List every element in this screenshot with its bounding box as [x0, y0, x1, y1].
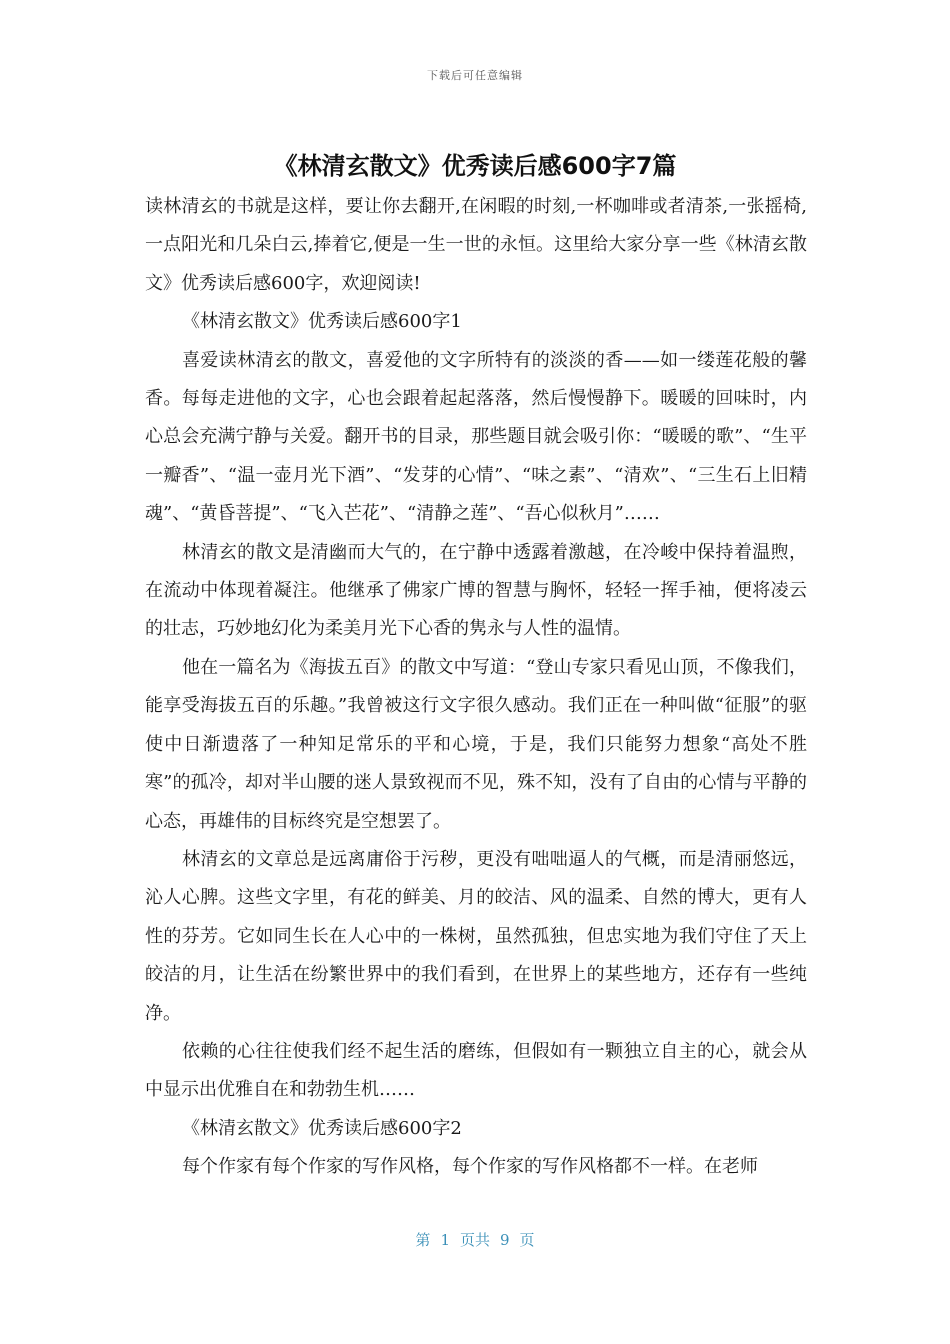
page-header: 下载后可任意编辑 [427, 69, 523, 82]
footer-prefix: 第 [415, 1231, 431, 1249]
section-heading-2: 《林清玄散文》优秀读后感600字2 [182, 1117, 462, 1139]
body-paragraph: 每个作家有每个作家的写作风格，每个作家的写作风格都不一样。在老师 [182, 1156, 758, 1178]
page-footer [0, 1229, 950, 1250]
total-pages-number: 9 [500, 1231, 510, 1249]
body-paragraph: 依赖的心往往使我们经不起生活的磨练，但假如有一颗独立自主的心，就会从中显示出优雅自在和勃勃生机…… [145, 1040, 807, 1101]
body-paragraph: 林清玄的文章总是远离庸俗于污秽，更没有咄咄逼人的气概，而是清丽悠远，沁人心脾。这些文字里，有花的鲜美、月的皎洁、风的温柔、自然的博大，更有人性的芬芳。它如同生长在人心中的一株树，虽然孤独，但忠实地为我们守住了天上皎洁的月，让生活在纷繁世界中的我们看到，在世界上的某些地方，还存有一些纯净。 [145, 848, 807, 1024]
body-paragraph: 喜爱读林清玄的散文，喜爱他的文字所特有的淡淡的香——如一缕莲花般的馨香。每每走进他的文字，心也会跟着起起落落，然后慢慢静下。暖暖的回味时，内心总会充满宁静与关爱。翻开书的目录，那些题目就会吸引你：“暖暖的歌”、“生平一瓣香”、“温一壶月光下酒”、“发芽的心情”、“味之素”、“清欢”、“三生石上旧精魂”、“黄昏菩提”、“飞入芒花”、“清静之莲”、“吾心似秋月”…… [145, 349, 807, 525]
body-paragraph: 林清玄的散文是清幽而大气的，在宁静中透露着激越，在冷峻中保持着温煦，在流动中体现着凝注。他继承了佛家广博的智慧与胸怀，轻轻一挥手袖，便将凌云的壮志，巧妙地幻化为柔美月光下心香的隽永与人性的温情。 [145, 541, 807, 640]
body-paragraph: 他在一篇名为《海拔五百》的散文中写道：“登山专家只看见山顶，不像我们，能享受海拔五百的乐趣。”我曾被这行文字很久感动。我们正在一种叫做“征服”的驱使中日渐遗落了一种知足常乐的平和心境，于是，我们只能努力想象“高处不胜寒”的孤冷，却对半山腰的迷人景致视而不见，殊不知，没有了自由的心情与平静的心态，再雄伟的目标终究是空想罢了。 [145, 656, 807, 832]
document-body [145, 188, 807, 1187]
section-heading-1: 《林清玄散文》优秀读后感600字1 [182, 311, 462, 333]
document-title: 《林清玄散文》优秀读后感600字7篇 [273, 152, 677, 180]
intro-paragraph: 读林清玄的书就是这样，要让你去翻开,在闲暇的时刻,一杯咖啡或者清茶,一张摇椅,一点阳光和几朵白云,捧着它,便是一生一世的永恒。这里给大家分享一些《林清玄散文》优秀读后感600字，欢迎阅读! [145, 196, 807, 294]
current-page-number: 1 [440, 1231, 450, 1249]
footer-middle: 页共 [459, 1231, 490, 1249]
footer-suffix: 页 [519, 1231, 535, 1249]
